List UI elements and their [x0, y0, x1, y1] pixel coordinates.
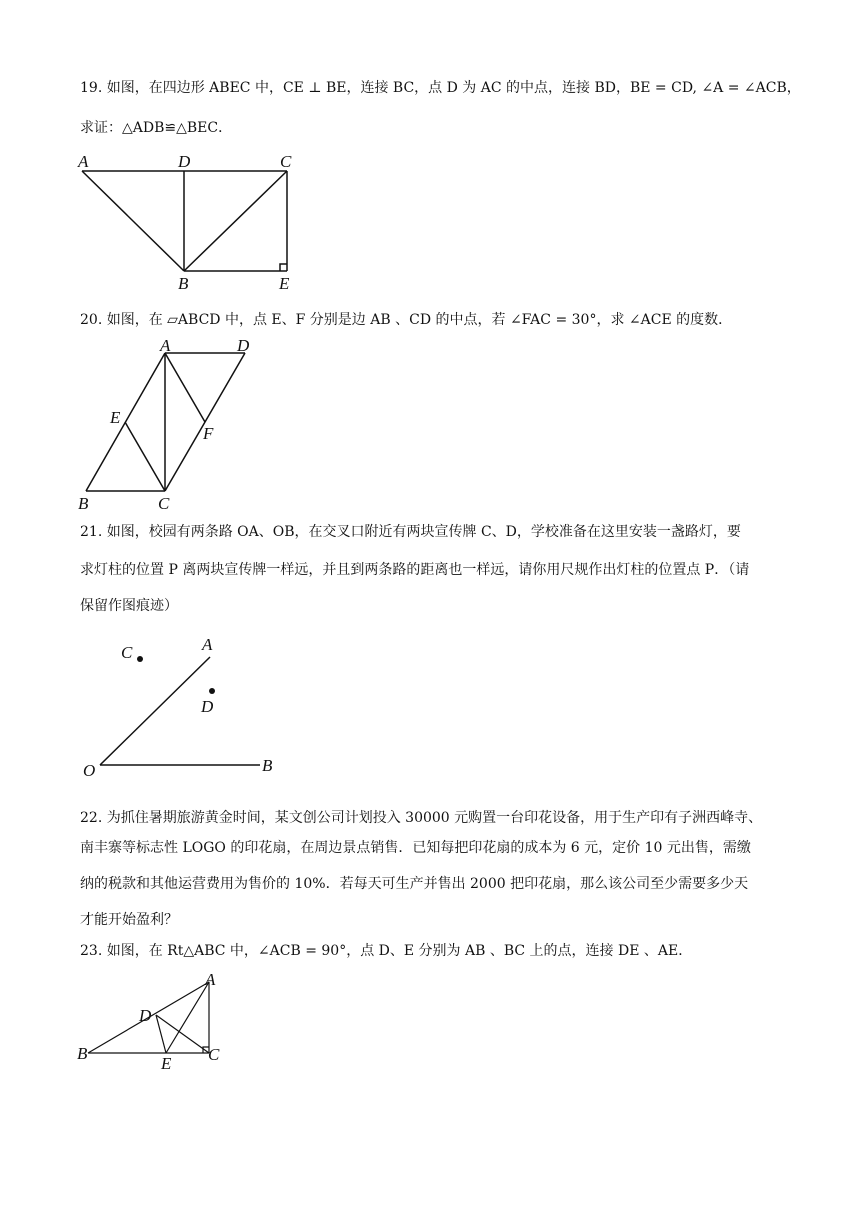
q21-label-O: O — [83, 761, 96, 780]
q21-line1: 21. 如图，校园有两条路 OA、OB，在交叉口附近有两块宣传牌 C、D，学校准备在这里安装一盏路灯，要 — [80, 524, 741, 540]
q23-label-B: B — [77, 1044, 88, 1063]
q22-line3: 纳的税款和其他运营费用为售价的 10%．若每天可生产并售出 2000 把印花扇，那么该公司至少需要多少天 — [80, 876, 749, 892]
q21-label-B: B — [262, 756, 273, 775]
q20-label-B: B — [78, 494, 89, 513]
q23-label-A: A — [205, 970, 216, 989]
q21-label-C: C — [121, 643, 133, 662]
q22-line1: 22. 为抓住暑期旅游黄金时间，某文创公司计划投入 30000 元购置一台印花设备，用于生产印有子洲西峰寺、 — [80, 810, 763, 826]
q19-label-E: E — [279, 274, 290, 293]
q19-line1: 19. 如图，在四边形 ABEC 中，CE ⊥ BE，连接 BC，点 D 为 AC 的中点，连接 BD，BE = CD, ∠A = ∠ACB， — [80, 80, 801, 96]
q20-label-A: A — [160, 336, 171, 355]
q23-label-E: E — [161, 1054, 172, 1073]
q19-label-D: D — [178, 152, 191, 171]
q20-label-C: C — [158, 494, 170, 513]
q21-label-D: D — [201, 697, 214, 716]
q20-line1: 20. 如图，在 ▱ABCD 中，点 E、F 分别是边 AB 、CD 的中点，若 ∠FAC = 30°，求 ∠ACE 的度数． — [80, 312, 733, 328]
q23-label-C: C — [208, 1045, 220, 1064]
q21-figure — [72, 630, 292, 790]
q19-label-C: C — [280, 152, 292, 171]
q22-line2: 南丰寨等标志性 LOGO 的印花扇，在周边景点销售．已知每把印花扇的成本为 6 元，定价 10 元出售，需缴 — [80, 840, 751, 856]
q19-label-A: A — [78, 152, 89, 171]
q19-line2: 求证：△ADB≌△BEC． — [80, 120, 233, 136]
q21-line2: 求灯柱的位置 P 离两块宣传牌一样远，并且到两条路的距离也一样远，请你用尺规作出灯柱的位置点 P．（请 — [80, 562, 750, 578]
q20-label-F: F — [203, 424, 214, 443]
q19-label-B: B — [178, 274, 189, 293]
q21-label-A: A — [202, 635, 213, 654]
q20-label-E: E — [110, 408, 121, 427]
q23-line1: 23. 如图，在 Rt△ABC 中，∠ACB = 90°，点 D、E 分别为 AB 、BC 上的点，连接 DE 、AE． — [80, 943, 693, 959]
q23-label-D: D — [139, 1006, 152, 1025]
q22-line4: 才能开始盈利？ — [80, 912, 178, 928]
q21-line3: 保留作图痕迹） — [80, 598, 178, 614]
q19-figure — [72, 148, 312, 294]
q20-label-D: D — [237, 336, 250, 355]
q23-figure — [72, 966, 242, 1076]
q20-figure — [72, 336, 272, 516]
